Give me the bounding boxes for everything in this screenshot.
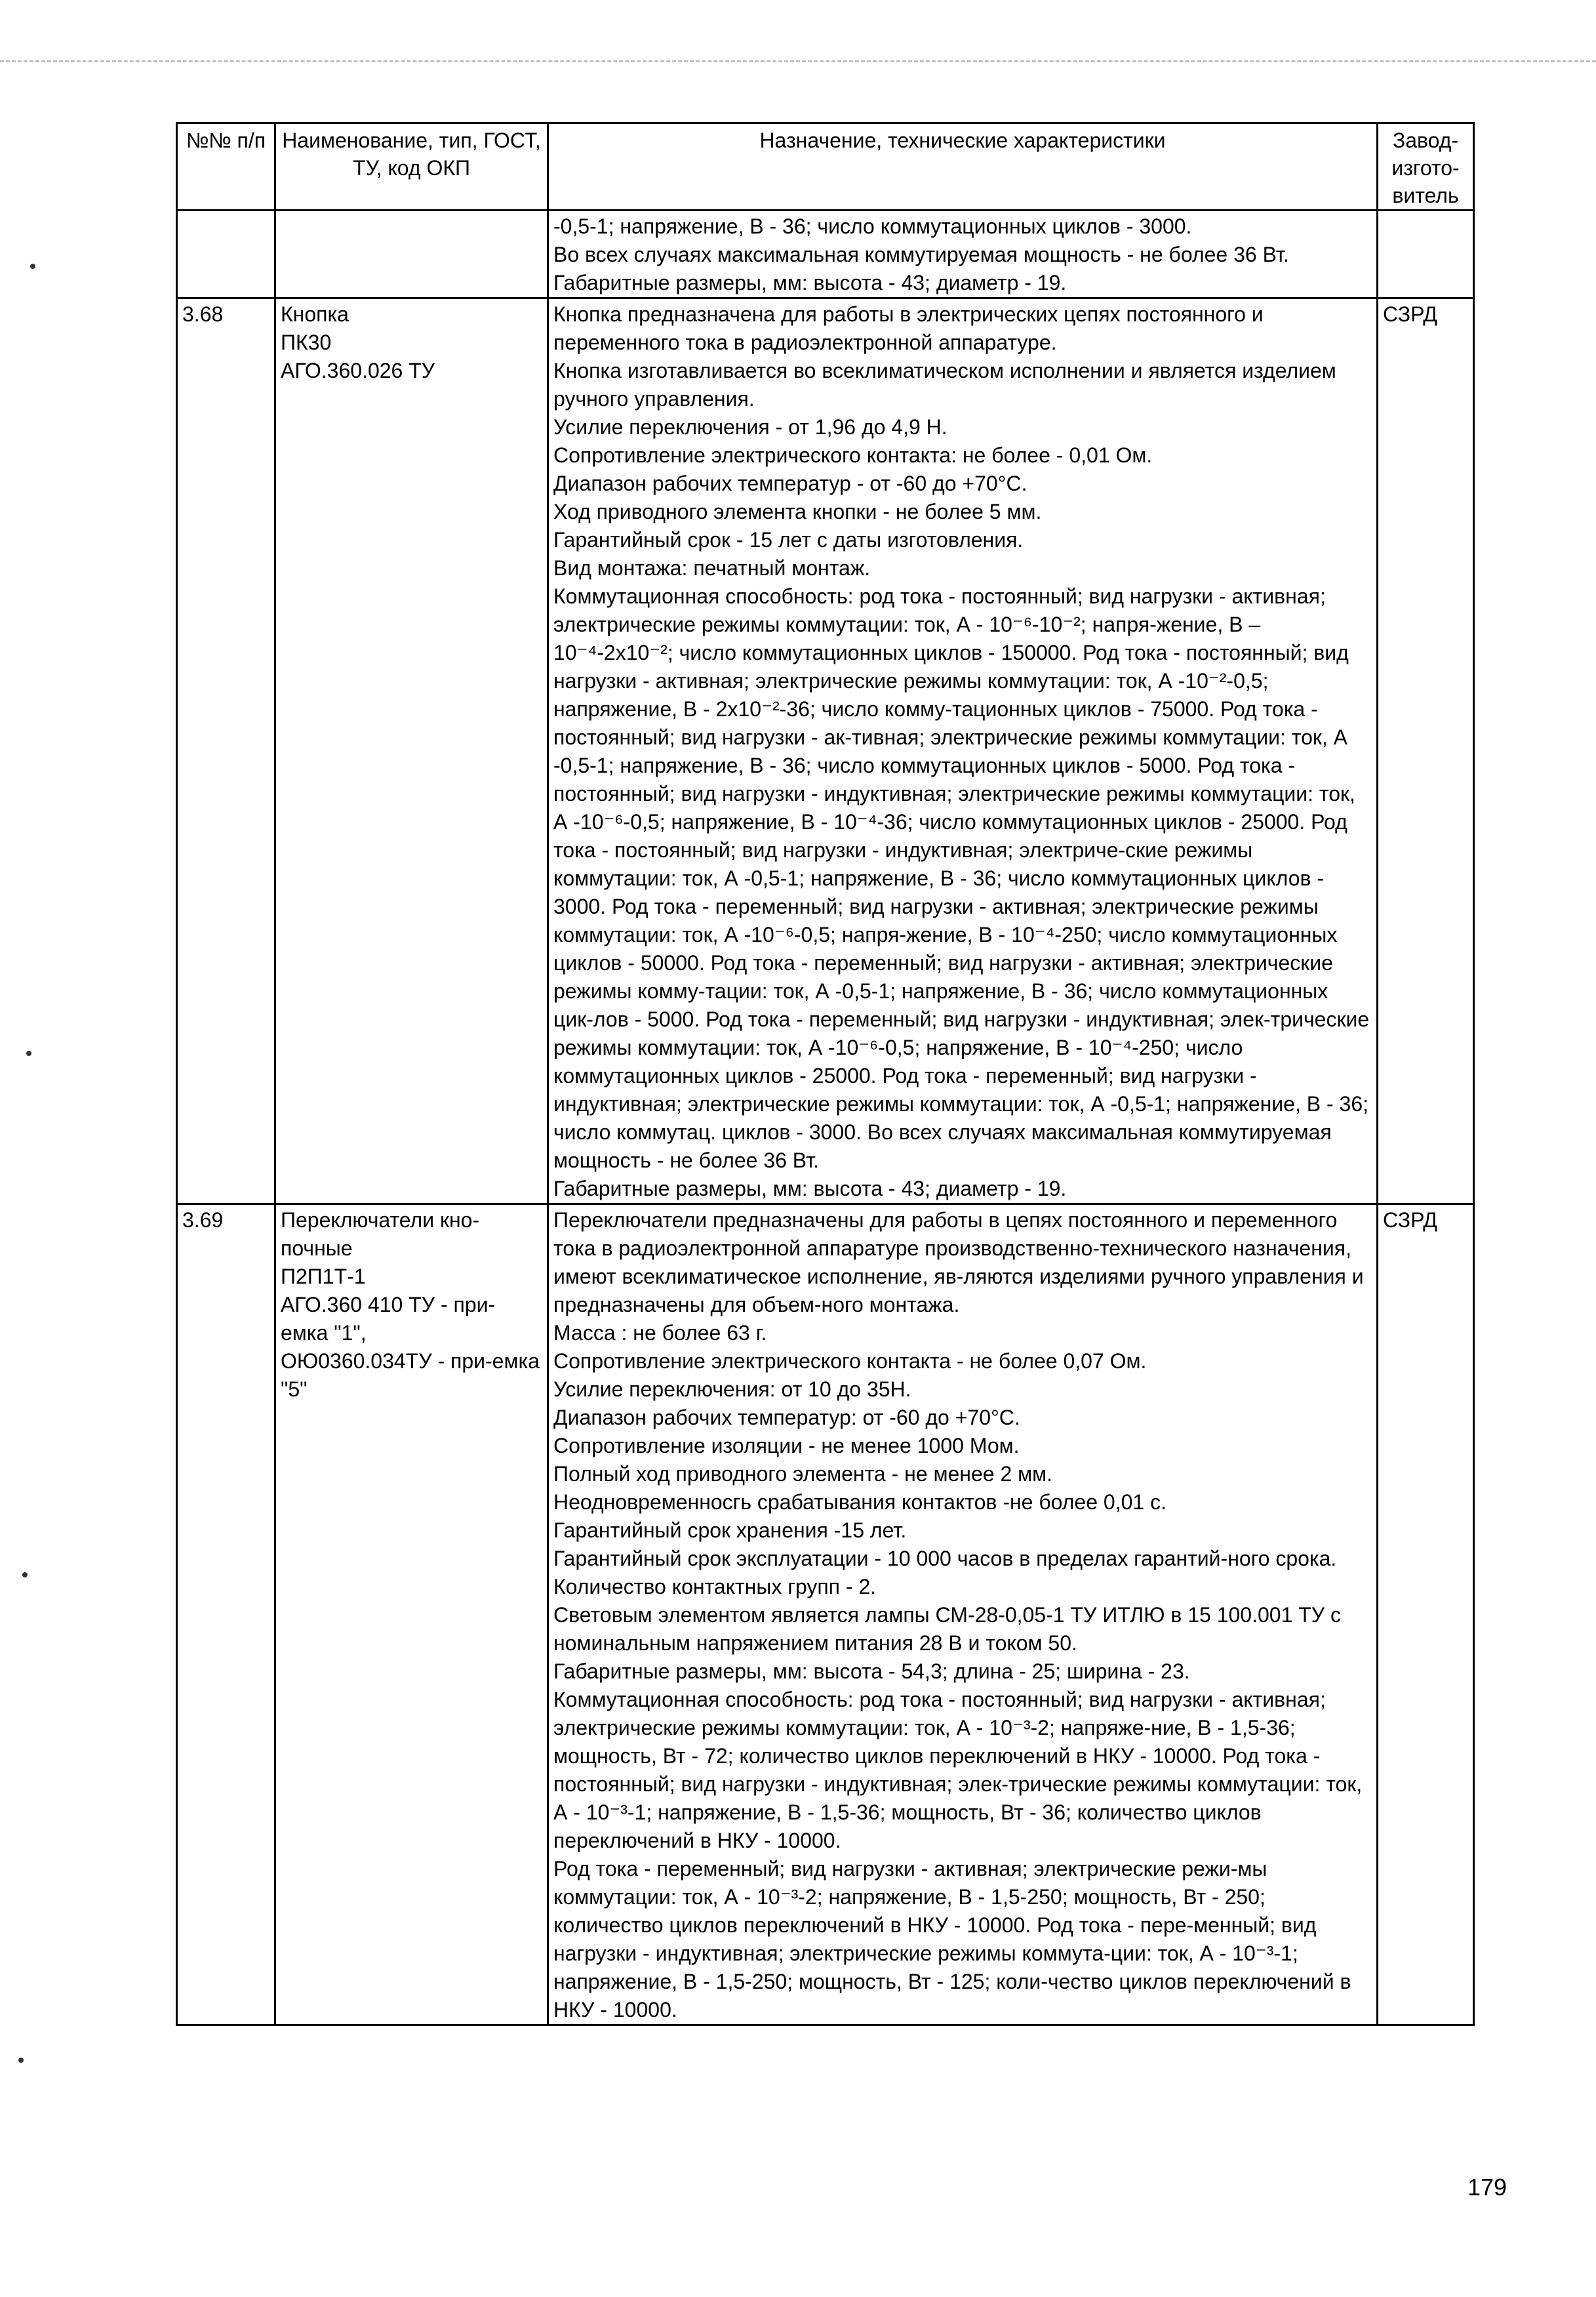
description-paragraph: Гарантийный срок эксплуатации - 10 000 часов в пределах гарантий-ного срока. Количество контактных групп - 2. — [553, 1547, 1337, 1598]
description-paragraph: Габаритные размеры, мм: высота - 43; диаметр - 19. — [553, 1177, 1067, 1200]
row-number: 3.68 — [177, 298, 275, 1204]
header-desc: Назначение, технические характеристики — [548, 123, 1378, 211]
description-paragraph: Усилие переключения: от 10 до 35Н. — [553, 1377, 911, 1401]
description-paragraph: Усилие переключения - от 1,96 до 4,9 Н. — [553, 415, 948, 439]
description-paragraph: Габаритные размеры, мм: высота - 54,3; длина - 25; ширина - 23. — [553, 1659, 1190, 1683]
description-paragraph: Коммутационная способность: род тока - постоянный; вид нагрузки - активная; электрические режимы коммутации: ток, А - 10⁻³-2; напряже-ние, В - 1,5-36; мощность, Вт - 72; количество циклов переключений в НКУ - 10000. Род тока - постоянный; вид нагрузки - индуктивная; элек-трические режимы коммутации: ток, А - 10⁻³-1; напряжение, В - 1,5-36; мощность, Вт - 36; количество циклов переключений в НКУ - 10000. — [553, 1688, 1363, 1852]
row-name — [275, 211, 548, 298]
row-name — [275, 1204, 548, 2025]
description-paragraph: Переключатели предназначены для работы в цепях постоянного и переменного тока в радиоэлектронной аппаратуре производственно-технического назначения, имеют всеклиматическое исполнение, яв-ляются изделиями ручного управления и предназначены для объем-ного монтажа. — [553, 1208, 1364, 1316]
name-line: Переключатели кно-почные — [281, 1208, 480, 1260]
name-line: ПК30 — [281, 331, 332, 354]
description-paragraph: Вид монтажа: печатный монтаж. — [553, 556, 871, 580]
name-line: АГО.360 410 ТУ - при-емка "1", — [281, 1293, 496, 1345]
description-paragraph: Ход приводного элемента кнопки - не более 5 мм. — [553, 500, 1042, 523]
description-paragraph: Световым элементом является лампы СМ-28-0,05-1 ТУ ИТЛЮ в 15 100.001 ТУ с номинальным напряжением питания 28 В и током 50. — [553, 1603, 1342, 1655]
row-manufacturer: СЗРД — [1378, 298, 1474, 1204]
scan-edge-line — [0, 60, 1596, 62]
row-description — [548, 1204, 1378, 2025]
scan-speck — [18, 2058, 24, 2063]
description-paragraph: Масса : не более 63 г. — [553, 1321, 767, 1345]
row-number — [177, 211, 275, 298]
table-row — [177, 298, 1474, 1204]
scan-speck — [30, 264, 35, 269]
table-body — [177, 211, 1474, 2025]
name-line: П2П1Т-1 — [281, 1265, 366, 1288]
description-paragraph: Диапазон рабочих температур: от -60 до +70°С. — [553, 1406, 1020, 1429]
description-paragraph: -0,5-1; напряжение, В - 36; число коммутационных циклов - 3000. — [553, 214, 1192, 238]
header-name: Наименование, тип, ГОСТ, ТУ, код ОКП — [275, 123, 548, 211]
description-paragraph: Гарантийный срок - 15 лет с даты изготовления. — [553, 528, 1024, 552]
description-paragraph: Неодновременносгь срабатывания контактов -не более 0,01 с. — [553, 1490, 1167, 1514]
description-paragraph: Габаритные размеры, мм: высота - 43; диаметр - 19. — [553, 271, 1067, 295]
header-num: №№ п/п — [177, 123, 275, 211]
row-description — [548, 211, 1378, 298]
description-paragraph: Гарантийный срок хранения -15 лет. — [553, 1518, 907, 1542]
description-paragraph: Полный ход приводного элемента - не менее 2 мм. — [553, 1462, 1053, 1486]
scan-speck — [22, 1572, 28, 1577]
description-paragraph: Кнопка предназначена для работы в электрических цепях постоянного и переменного тока в радиоэлектронной аппаратуре. — [553, 302, 1264, 354]
description-paragraph: Диапазон рабочих температур - от -60 до +70°С. — [553, 472, 1027, 495]
table-row — [177, 211, 1474, 298]
description-paragraph: Во всех случаях максимальная коммутируемая мощность - не более 36 Вт. — [553, 243, 1289, 266]
description-paragraph: Сопротивление изоляции - не менее 1000 Мом. — [553, 1434, 1020, 1457]
row-number: 3.69 — [177, 1204, 275, 2025]
spec-table — [176, 122, 1475, 2026]
description-paragraph: Сопротивление электрического контакта: не более - 0,01 Ом. — [553, 443, 1153, 467]
spec-table-container — [176, 122, 1473, 2026]
row-manufacturer — [1378, 211, 1474, 298]
page-number: 179 — [1467, 2174, 1507, 2201]
name-line: Кнопка — [281, 302, 349, 326]
header-maker: Завод-изгото-витель — [1378, 123, 1474, 211]
row-manufacturer: СЗРД — [1378, 1204, 1474, 2025]
description-paragraph: Кнопка изготавливается во всеклиматическом исполнении и является изделием ручного управления. — [553, 359, 1336, 411]
description-paragraph: Род тока - переменный; вид нагрузки - активная; электрические режи-мы коммутации: ток, А - 10⁻³-2; напряжение, В - 1,5-250; мощность, Вт - 250; количество циклов переключений в НКУ - 10000. Род тока - пере-менный; вид нагрузки - индуктивная; электрические режимы коммута-ции: ток, А - 10⁻³-1; напряжение, В - 1,5-250; мощность, Вт - 125; коли-чество циклов переключений в НКУ - 10000. — [553, 1857, 1351, 2022]
name-line: ОЮ0360.034ТУ - при-емка "5" — [281, 1349, 540, 1401]
row-name — [275, 298, 548, 1204]
table-header-row — [177, 123, 1474, 211]
row-description — [548, 298, 1378, 1204]
name-line: АГО.360.026 ТУ — [281, 359, 435, 382]
scan-speck — [26, 1051, 31, 1056]
description-paragraph: Коммутационная способность: род тока - постоянный; вид нагрузки - активная; электрические режимы коммутации: ток, А - 10⁻⁶-10⁻²; напря-жение, В – 10⁻⁴-2х10⁻²; число коммутационных циклов - 150000. Род тока - постоянный; вид нагрузки - активная; электрические режимы коммутации: ток, А -10⁻²-0,5; напряжение, В - 2х10⁻²-36; число комму-тационных циклов - 75000. Род тока - постоянный; вид нагрузки - ак-тивная; электрические режимы коммутации: ток, А -0,5-1; напряжение, В - 36; число коммутационных циклов - 5000. Род тока - постоянный; вид нагрузки - индуктивная; электрические режимы коммутации: ток, А -10⁻⁶-0,5; напряжение, В - 10⁻⁴-36; число коммутационных циклов - 25000. Род тока - постоянный; вид нагрузки - индуктивная; электриче-ские режимы коммутации: ток, А -0,5-1; напряжение, В - 36; число коммутационных циклов - 3000. Род тока - переменный; вид нагрузки - активная; электрические режимы коммутации: ток, А -10⁻⁶-0,5; напря-жение, В - 10⁻⁴-250; число коммутационных циклов - 50000. Род тока - переменный; вид нагрузки - активная; электрические режимы комму-тации: ток, А -0,5-1; напряжение, В - 36; число коммутационных цик-лов - 5000. Род тока - переменный; вид нагрузки - индуктивная; элек-трические режимы коммутации: ток, А -10⁻⁶-0,5; напряжение, В - 10⁻⁴-250; число коммутационных циклов - 25000. Род тока - переменный; вид нагрузки - индуктивная; электрические режимы коммутации: ток, А -0,5-1; напряжение, В - 36; число коммутац. циклов - 3000. Во всех случаях максимальная коммутируемая мощность - не более 36 Вт. — [553, 584, 1370, 1172]
description-paragraph: Сопротивление электрического контакта - не более 0,07 Ом. — [553, 1349, 1147, 1373]
table-row — [177, 1204, 1474, 2025]
